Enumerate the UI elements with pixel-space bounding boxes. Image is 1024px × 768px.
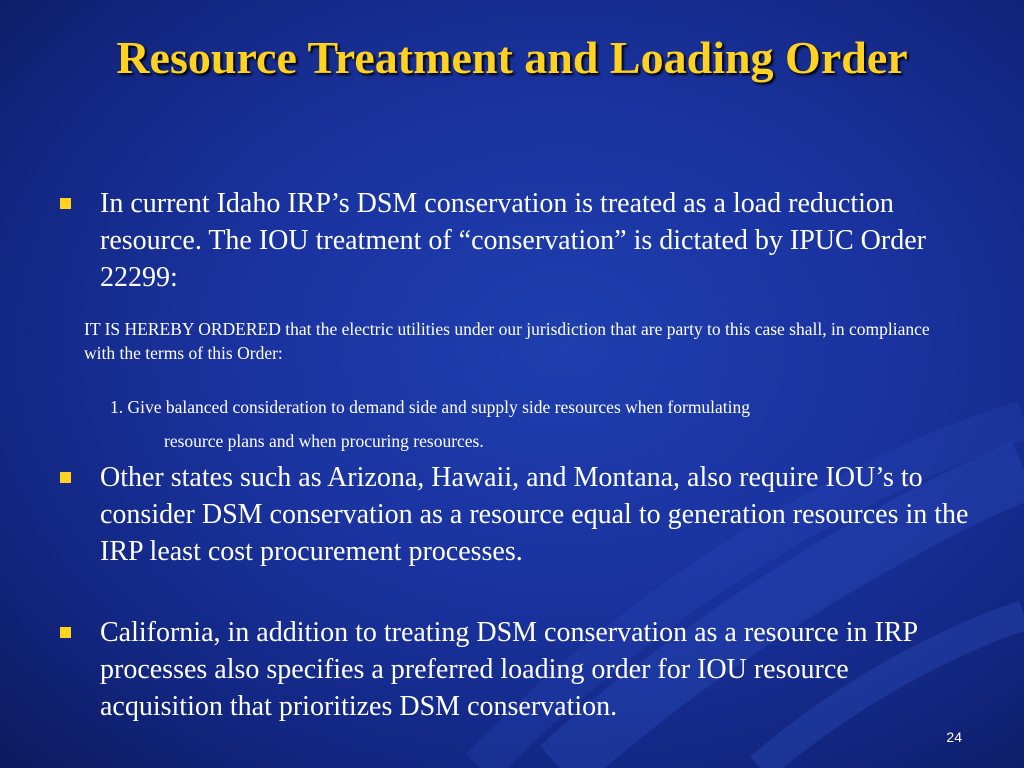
bullet-item (60, 614, 970, 725)
order-item-1 (110, 390, 930, 458)
bullet-item (60, 185, 970, 296)
square-bullet-icon (60, 627, 71, 638)
square-bullet-icon (60, 198, 71, 209)
bullet-text: Other states such as Arizona, Hawaii, and Montana, also require IOU’s to consider DSM conservation as a resource equal to generation resources in the IRP least cost procurement processes. (100, 462, 969, 567)
bullet-text: In current Idaho IRP’s DSM conservation is treated as a load reduction resource. The IOU treatment of “conservation” is dictated by IPUC Order 22299: (100, 188, 926, 293)
square-bullet-icon (60, 472, 71, 483)
order-item-line-2: resource plans and when procuring resources. (164, 431, 484, 451)
bullet-item (60, 459, 970, 570)
page-number: 24 (946, 729, 962, 745)
bullet-text: California, in addition to treating DSM conservation as a resource in IRP processes also specifies a preferred loading order for IOU resource acquisition that prioritizes DSM conservation. (100, 617, 918, 722)
order-quote: IT IS HEREBY ORDERED that the electric utilities under our jurisdiction that are party to this case shall, in compliance with the terms of this Order: (84, 319, 930, 363)
order-item-line-1: 1. Give balanced consideration to demand side and supply side resources when formulating (110, 397, 751, 417)
slide-title: Resource Treatment and Loading Order (116, 32, 908, 83)
